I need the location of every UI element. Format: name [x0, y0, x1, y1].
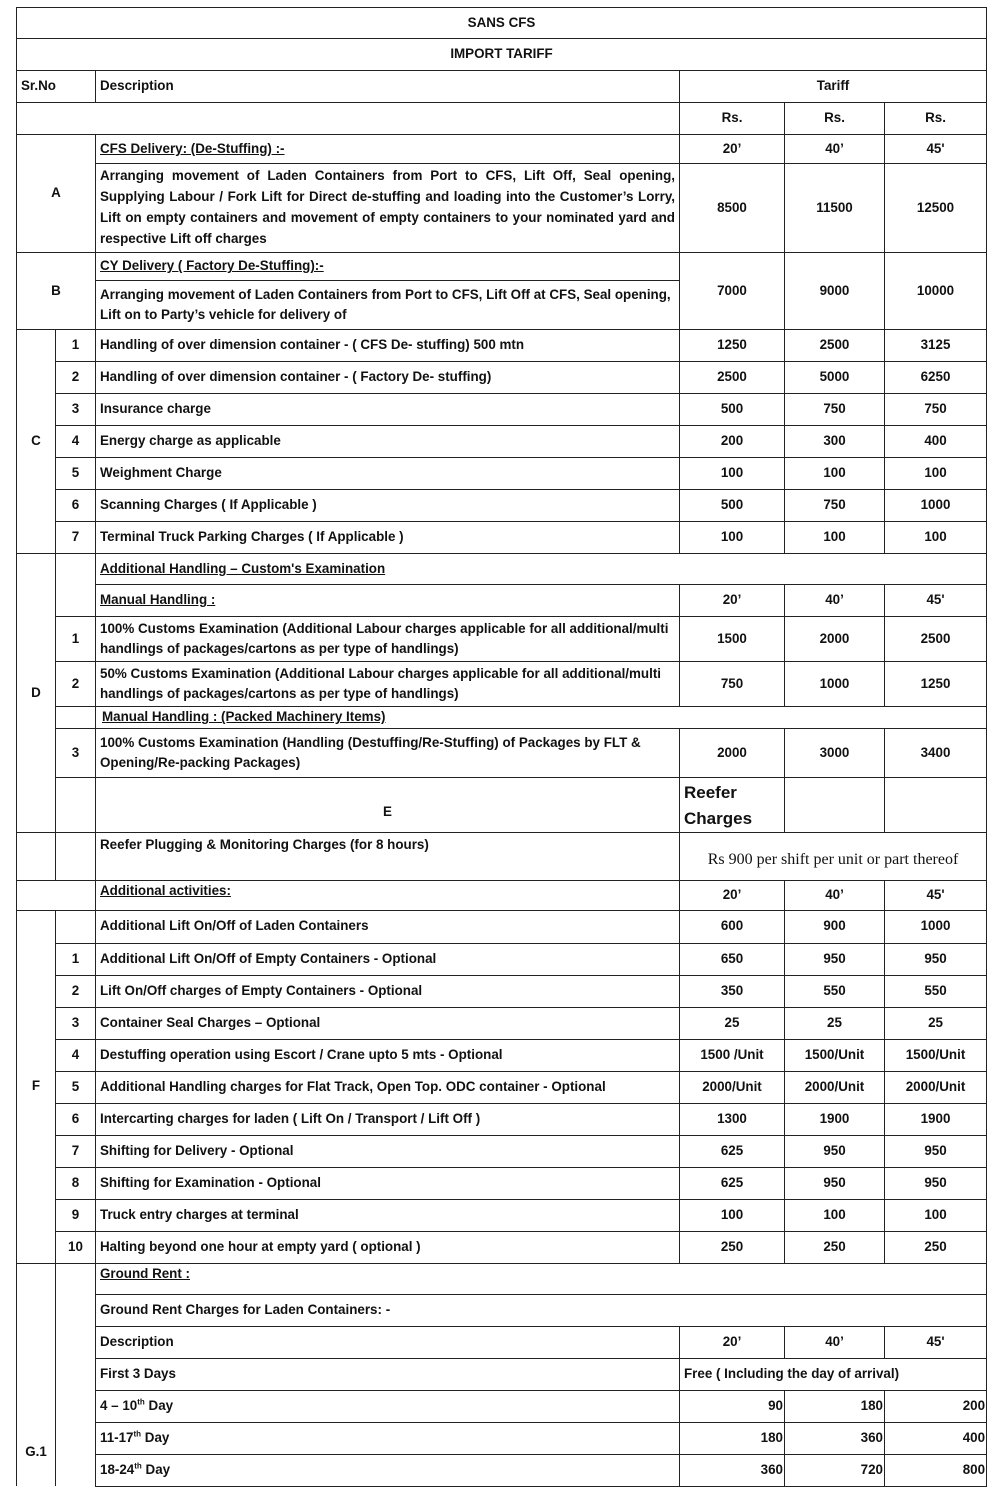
row-description: Scanning Charges ( If Applicable ) — [96, 490, 680, 522]
tariff-header: Tariff — [680, 71, 987, 103]
sub-heading: Ground Rent Charges for Laden Containers: - — [96, 1294, 987, 1326]
period-label — [96, 1390, 680, 1422]
tariff-value: 100 — [885, 522, 987, 554]
size-label: 40’ — [785, 1326, 885, 1358]
blank-cell — [885, 778, 987, 833]
rent-value: 800 — [885, 1454, 987, 1486]
blank-cell — [17, 832, 56, 880]
size-label: 40’ — [785, 135, 885, 164]
rent-value: 180 — [785, 1390, 885, 1422]
size-label: 20’ — [680, 880, 785, 910]
tariff-value: 250 — [785, 1231, 885, 1263]
period-start: 18-24 — [100, 1461, 135, 1477]
tariff-value: 25 — [680, 1007, 785, 1039]
row-description: 100% Customs Examination (Additional Labour charges applicable for all additional/multi handlings of packages/cartons as per type of handlings) — [96, 617, 680, 662]
tariff-value: 100 — [680, 458, 785, 490]
row-number: 3 — [56, 1007, 96, 1039]
row-description: Container Seal Charges – Optional — [96, 1007, 680, 1039]
tariff-value: 950 — [785, 1135, 885, 1167]
row-number: 8 — [56, 1167, 96, 1199]
tariff-value: 950 — [885, 1135, 987, 1167]
row-description: Terminal Truck Parking Charges ( If Applicable ) — [96, 522, 680, 554]
row-description: Shifting for Examination - Optional — [96, 1167, 680, 1199]
tariff-value: 200 — [680, 426, 785, 458]
row-number — [56, 910, 96, 943]
tariff-value: 6250 — [885, 362, 987, 394]
tariff-value: 100 — [885, 1199, 987, 1231]
row-description: 100% Customs Examination (Handling (Destuffing/Re-Stuffing) of Packages by FLT & Opening/Re-packing Packages) — [96, 729, 680, 778]
size-label: 40’ — [785, 880, 885, 910]
currency-header: Rs. — [680, 103, 785, 135]
rent-value: 200 — [885, 1390, 987, 1422]
tariff-value: 3125 — [885, 330, 987, 362]
period-end: Day — [141, 1429, 170, 1445]
section-heading: Ground Rent : — [96, 1263, 987, 1294]
description-label: Description — [96, 1326, 680, 1358]
tariff-value: 1500/Unit — [885, 1039, 987, 1071]
row-number: 6 — [56, 1103, 96, 1135]
row-description: Handling of over dimension container - ( CFS De- stuffing) 500 mtn — [96, 330, 680, 362]
tariff-value: 100 — [785, 522, 885, 554]
section-code: F — [17, 910, 56, 1263]
section-code: E — [96, 778, 680, 833]
section-heading: Reefer Charges — [680, 778, 785, 833]
tariff-value: 2000/Unit — [680, 1071, 785, 1103]
row-number: 1 — [56, 943, 96, 975]
period-start: 11-17 — [100, 1429, 134, 1445]
size-label: 45' — [885, 585, 987, 617]
tariff-value: 12500 — [885, 164, 987, 253]
rent-value: 720 — [785, 1454, 885, 1486]
row-description: Reefer Plugging & Monitoring Charges (for 8 hours) — [96, 832, 680, 880]
section-heading: CY Delivery ( Factory De-Stuffing):- — [96, 253, 680, 281]
size-label: 45' — [885, 135, 987, 164]
section-code: C — [17, 330, 56, 554]
sub-heading: Manual Handling : (Packed Machinery Items) — [96, 707, 987, 729]
row-description: Halting beyond one hour at empty yard ( optional ) — [96, 1231, 680, 1263]
section-code: B — [17, 253, 96, 330]
tariff-value: 950 — [785, 943, 885, 975]
tariff-value: 400 — [885, 426, 987, 458]
row-description: Destuffing operation using Escort / Crane upto 5 mts - Optional — [96, 1039, 680, 1071]
tariff-value: 350 — [680, 975, 785, 1007]
period-label — [96, 1454, 680, 1486]
blank-cell — [56, 832, 96, 880]
tariff-value: 9000 — [785, 253, 885, 330]
tariff-value: 100 — [785, 458, 885, 490]
tariff-value: 2000/Unit — [785, 1071, 885, 1103]
section-heading: Additional activities: — [96, 880, 680, 910]
tariff-value: 1300 — [680, 1103, 785, 1135]
row-number: 3 — [56, 729, 96, 778]
row-description: Handling of over dimension container - ( Factory De- stuffing) — [96, 362, 680, 394]
size-label: 20’ — [680, 1326, 785, 1358]
tariff-value: 3400 — [885, 729, 987, 778]
tariff-value: 1900 — [785, 1103, 885, 1135]
tariff-value: 1000 — [885, 910, 987, 943]
tariff-value: 2000 — [680, 729, 785, 778]
tariff-value: 1250 — [680, 330, 785, 362]
tariff-value: 900 — [785, 910, 885, 943]
tariff-title: IMPORT TARIFF — [17, 39, 987, 71]
row-number: 1 — [56, 330, 96, 362]
blank-cell — [56, 778, 96, 833]
period-end: Day — [141, 1461, 171, 1477]
ordinal-suffix: th — [134, 1461, 142, 1471]
tariff-value: 100 — [680, 1199, 785, 1231]
tariff-value: 1000 — [885, 490, 987, 522]
row-number: 7 — [56, 522, 96, 554]
tariff-value: 550 — [785, 975, 885, 1007]
tariff-value: 1500/Unit — [785, 1039, 885, 1071]
row-description: Lift On/Off charges of Empty Containers - Optional — [96, 975, 680, 1007]
tariff-value: 625 — [680, 1167, 785, 1199]
row-description: Additional Lift On/Off of Laden Containers — [96, 910, 680, 943]
tariff-value: 300 — [785, 426, 885, 458]
tariff-value: 550 — [885, 975, 987, 1007]
row-number: 3 — [56, 394, 96, 426]
tariff-value: 8500 — [680, 164, 785, 253]
tariff-value: 1000 — [785, 662, 885, 707]
tariff-value: 100 — [885, 458, 987, 490]
period-label — [96, 1422, 680, 1454]
row-number: 2 — [56, 362, 96, 394]
blank-cell — [56, 1263, 96, 1486]
tariff-value: 950 — [885, 1167, 987, 1199]
tariff-value: 100 — [785, 1199, 885, 1231]
tariff-value: 11500 — [785, 164, 885, 253]
row-description: Shifting for Delivery - Optional — [96, 1135, 680, 1167]
tariff-body — [17, 8, 987, 1487]
row-number: 5 — [56, 458, 96, 490]
period-end: Day — [144, 1397, 174, 1413]
reefer-rate: Rs 900 per shift per unit or part thereof — [680, 832, 987, 880]
section-heading: CFS Delivery: (De-Stuffing) :- — [96, 135, 680, 164]
section-code: D — [17, 554, 56, 833]
blank-cell — [17, 103, 680, 135]
tariff-value: 950 — [785, 1167, 885, 1199]
tariff-table — [16, 7, 987, 1487]
tariff-value: 2500 — [680, 362, 785, 394]
tariff-value: 750 — [885, 394, 987, 426]
row-number: 9 — [56, 1199, 96, 1231]
tariff-value: 750 — [785, 394, 885, 426]
tariff-value: 600 — [680, 910, 785, 943]
free-period-note: Free ( Including the day of arrival) — [680, 1358, 987, 1390]
tariff-value: 750 — [680, 662, 785, 707]
tariff-value: 7000 — [680, 253, 785, 330]
sr-no-header: Sr.No — [17, 71, 96, 103]
currency-header: Rs. — [885, 103, 987, 135]
row-number: 4 — [56, 1039, 96, 1071]
row-description: Weighment Charge — [96, 458, 680, 490]
tariff-value: 2500 — [785, 330, 885, 362]
row-number: 6 — [56, 490, 96, 522]
company-name: SANS CFS — [17, 8, 987, 39]
tariff-value: 3000 — [785, 729, 885, 778]
tariff-value: 100 — [680, 522, 785, 554]
tariff-value: 500 — [680, 394, 785, 426]
row-description: Additional Handling charges for Flat Track, Open Top. ODC container - Optional — [96, 1071, 680, 1103]
size-label: 40’ — [785, 585, 885, 617]
tariff-value: 1250 — [885, 662, 987, 707]
section-heading: Additional Handling – Custom's Examination — [96, 554, 987, 585]
tariff-value: 250 — [680, 1231, 785, 1263]
rent-value: 90 — [680, 1390, 785, 1422]
ordinal-suffix: th — [133, 1429, 142, 1439]
tariff-value: 750 — [785, 490, 885, 522]
tariff-value: 1500 — [680, 617, 785, 662]
period-start: 4 – 10 — [100, 1397, 138, 1413]
blank-cell — [56, 554, 96, 617]
size-label: 20’ — [680, 585, 785, 617]
section-description: Arranging movement of Laden Containers from Port to CFS, Lift Off at CFS, Seal opening, Lift on to Party’s vehicle for delivery of — [96, 281, 680, 330]
tariff-value: 1900 — [885, 1103, 987, 1135]
row-description: Energy charge as applicable — [96, 426, 680, 458]
ordinal-suffix: th — [137, 1397, 145, 1407]
row-number: 5 — [56, 1071, 96, 1103]
tariff-value: 25 — [785, 1007, 885, 1039]
row-description: Additional Lift On/Off of Empty Containers - Optional — [96, 943, 680, 975]
description-header: Description — [96, 71, 680, 103]
row-description: 50% Customs Examination (Additional Labour charges applicable for all additional/multi handlings of packages/cartons as per type of handlings) — [96, 662, 680, 707]
tariff-value: 1500 /Unit — [680, 1039, 785, 1071]
row-description: Truck entry charges at terminal — [96, 1199, 680, 1231]
blank-cell — [17, 880, 96, 910]
currency-header: Rs. — [785, 103, 885, 135]
section-code: G.1 — [17, 1263, 56, 1486]
tariff-value: 2000 — [785, 617, 885, 662]
sub-heading: Manual Handling : — [96, 585, 680, 617]
tariff-value: 500 — [680, 490, 785, 522]
blank-cell — [56, 707, 96, 729]
row-description: Intercarting charges for laden ( Lift On / Transport / Lift Off ) — [96, 1103, 680, 1135]
row-description: Insurance charge — [96, 394, 680, 426]
size-label: 45' — [885, 1326, 987, 1358]
tariff-value: 2000/Unit — [885, 1071, 987, 1103]
blank-cell — [785, 778, 885, 833]
section-description: Arranging movement of Laden Containers from Port to CFS, Lift Off, Seal opening, Supplying Labour / Fork Lift for Direct de-stuffing and loading into the Customer’s Lorry, Lift on empty containers and movement of empty containers to your nominated yard and respective Lift off charges — [96, 164, 680, 253]
row-number: 2 — [56, 975, 96, 1007]
tariff-value: 625 — [680, 1135, 785, 1167]
tariff-value: 10000 — [885, 253, 987, 330]
row-number: 1 — [56, 617, 96, 662]
row-number: 10 — [56, 1231, 96, 1263]
tariff-value: 2500 — [885, 617, 987, 662]
row-number: 4 — [56, 426, 96, 458]
section-code: A — [17, 135, 96, 253]
row-number: 2 — [56, 662, 96, 707]
tariff-value: 650 — [680, 943, 785, 975]
rent-value: 360 — [785, 1422, 885, 1454]
row-number: 7 — [56, 1135, 96, 1167]
rent-value: 180 — [680, 1422, 785, 1454]
rent-value: 400 — [885, 1422, 987, 1454]
tariff-value: 250 — [885, 1231, 987, 1263]
period-label: First 3 Days — [96, 1358, 680, 1390]
tariff-value: 25 — [885, 1007, 987, 1039]
tariff-value: 5000 — [785, 362, 885, 394]
size-label: 20’ — [680, 135, 785, 164]
rent-value: 360 — [680, 1454, 785, 1486]
tariff-value: 950 — [885, 943, 987, 975]
size-label: 45' — [885, 880, 987, 910]
